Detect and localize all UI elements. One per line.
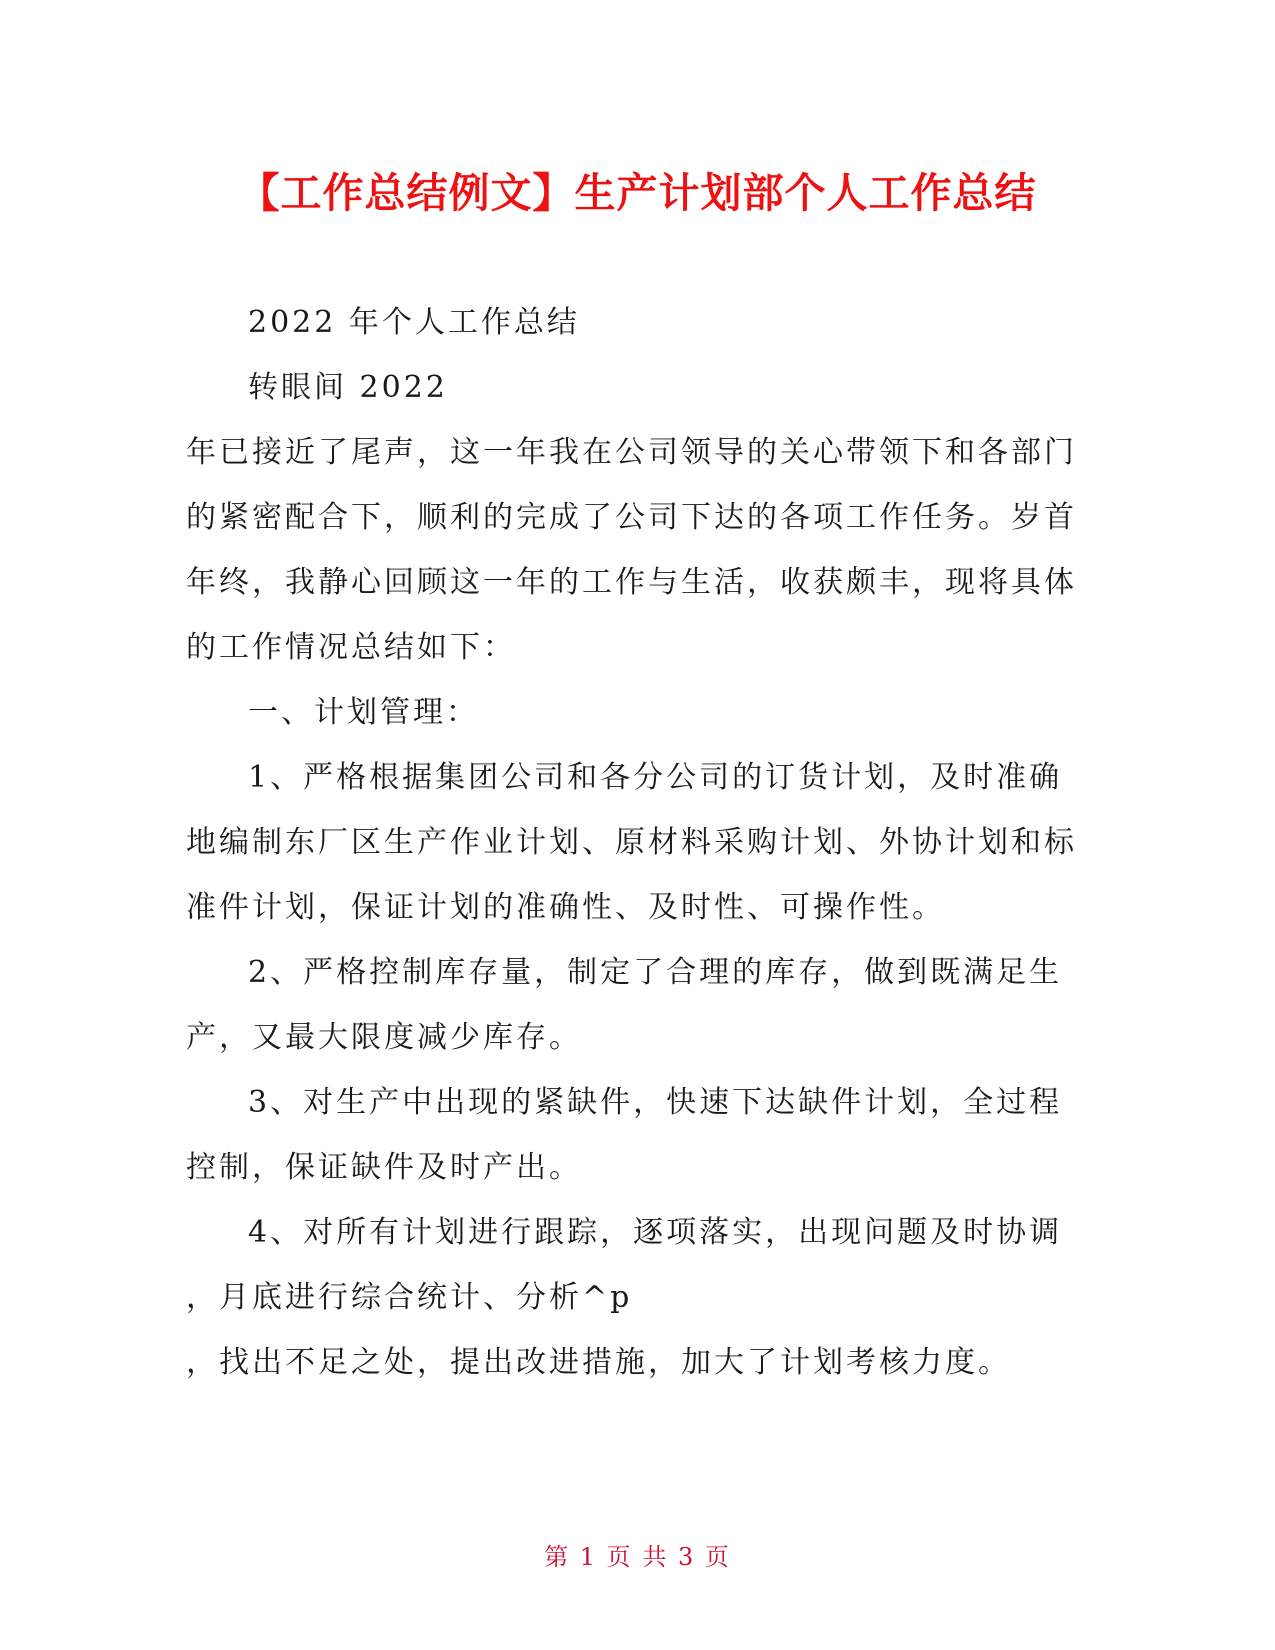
document-title: 【工作总结例文】生产计划部个人工作总结 (238, 169, 1037, 217)
body-line: 4、对所有计划进行跟踪，逐项落实，出现问题及时协调 (248, 1215, 1063, 1250)
footer-current-page: 1 (579, 1543, 598, 1571)
body-line: 年已接近了尾声，这一年我在公司领导的关心带领下和各部门 (186, 435, 1077, 470)
body-line: 准件计划，保证计划的准确性、及时性、可操作性。 (186, 890, 945, 925)
section-heading: 一、计划管理： (248, 695, 479, 730)
body-line: 地编制东厂区生产作业计划、原材料采购计划、外协计划和标 (186, 825, 1077, 860)
body-line: 2、严格控制库存量，制定了合理的库存，做到既满足生 (248, 955, 1063, 990)
body-line: 的紧密配合下，顺利的完成了公司下达的各项工作任务。岁首 (186, 500, 1077, 535)
document-body (186, 290, 1086, 1395)
body-line: 年终，我静心回顾这一年的工作与生活，收获颇丰，现将具体 (186, 565, 1077, 600)
body-line: 的工作情况总结如下： (186, 630, 516, 665)
body-line: 2022 年个人工作总结 (248, 305, 580, 340)
footer-label-ye: 页 (606, 1543, 633, 1571)
footer-total-pages: 3 (677, 1543, 696, 1571)
page-footer (0, 1537, 1275, 1572)
footer-label-page: 第 (544, 1543, 571, 1571)
body-line: 1、严格根据集团公司和各分公司的订货计划，及时准确 (248, 760, 1063, 795)
footer-label-total: 共 (642, 1543, 669, 1571)
body-line: 3、对生产中出现的紧缺件，快速下达缺件计划，全过程 (248, 1085, 1063, 1120)
body-line: 转眼间 2022 (248, 370, 448, 405)
body-line: ，月底进行综合统计、分析^p (186, 1280, 633, 1315)
body-line: 产，又最大限度减少库存。 (186, 1020, 582, 1055)
footer-label-ye2: 页 (704, 1543, 731, 1571)
body-line: 控制，保证缺件及时产出。 (186, 1150, 582, 1185)
body-line: ，找出不足之处，提出改进措施，加大了计划考核力度。 (186, 1345, 1011, 1380)
